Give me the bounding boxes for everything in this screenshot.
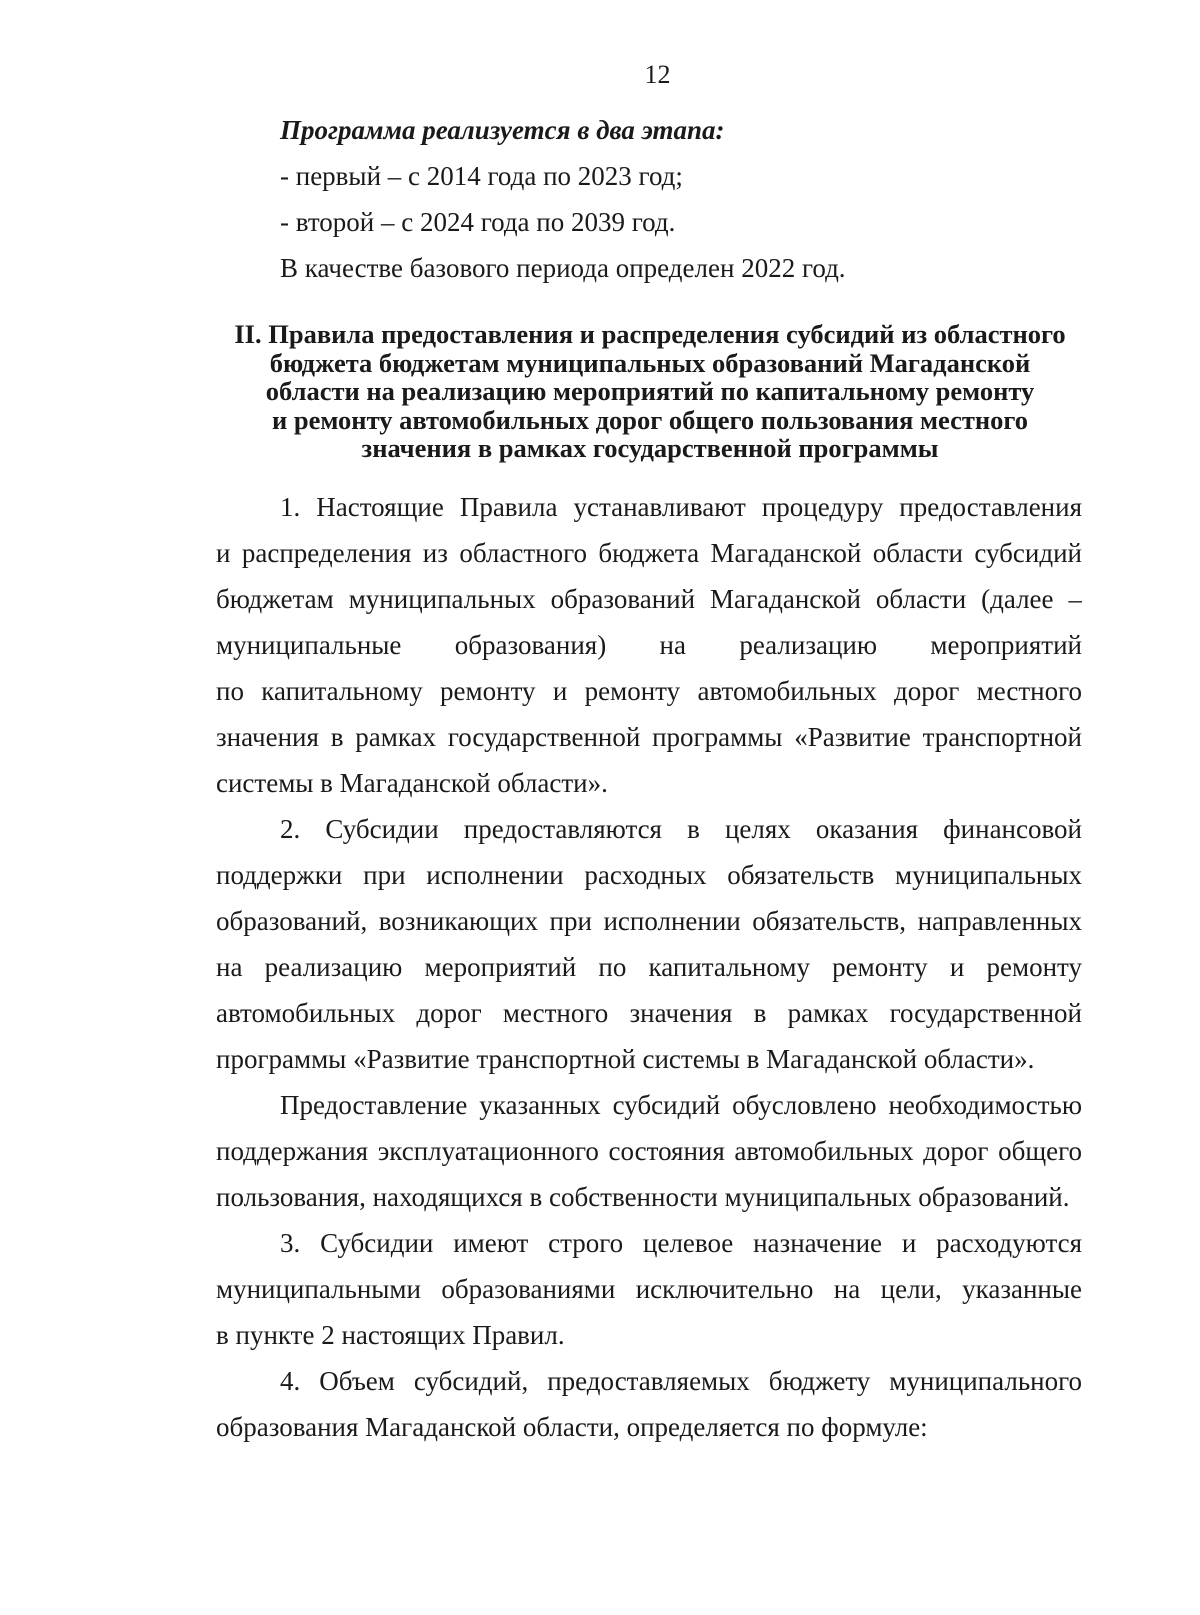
heading-line: бюджета бюджетам муниципальных образований Магаданской xyxy=(269,347,1031,378)
paragraph-line: в пункте 2 настоящих Правил. xyxy=(216,1320,565,1350)
paragraph-line: образований, возникающих при исполнении обязательств, направленных xyxy=(216,906,1082,936)
paragraph-1 xyxy=(216,484,1082,806)
paragraph-line: 3. Субсидии имеют строго целевое назначение и расходуются xyxy=(280,1228,1082,1258)
paragraph-line: по капитальному ремонту и ремонту автомобильных дорог местного xyxy=(216,676,1082,706)
stage-second: - второй – с 2024 года по 2039 год. xyxy=(280,207,676,237)
paragraph-line: образования Магаданской области, определяется по формуле: xyxy=(216,1412,928,1442)
paragraph-3 xyxy=(216,1082,1082,1220)
stage-first: - первый – с 2014 года по 2023 год; xyxy=(280,161,683,191)
paragraph-line: поддержки при исполнении расходных обязательств муниципальных xyxy=(216,860,1082,890)
heading-line: значения в рамках государственной программы xyxy=(361,433,939,463)
paragraph-line: поддержания эксплуатационного состояния автомобильных дорог общего xyxy=(216,1136,1082,1166)
page-number: 12 xyxy=(644,60,671,89)
paragraph-line: бюджетам муниципальных образований Магаданской области (далее – xyxy=(216,584,1082,614)
paragraph-4 xyxy=(216,1220,1082,1358)
heading-line: области на реализацию мероприятий по капитальному ремонту xyxy=(265,376,1035,406)
paragraph-line: пользования, находящихся в собственности муниципальных образований. xyxy=(216,1182,1070,1212)
paragraph-line: на реализацию мероприятий по капитальному ремонту и ремонту xyxy=(216,952,1082,982)
paragraph-line: Предоставление указанных субсидий обусловлено необходимостью xyxy=(280,1090,1082,1120)
paragraph-line: системы в Магаданской области». xyxy=(216,768,608,798)
paragraph-line: муниципальными образованиями исключительно на цели, указанные xyxy=(216,1274,1082,1304)
paragraph-line: значения в рамках государственной программы «Развитие транспортной xyxy=(216,722,1082,752)
section-heading xyxy=(200,320,1100,463)
paragraph-line: 1. Настоящие Правила устанавливают процедуру предоставления xyxy=(280,492,1082,522)
heading-line: II. Правила предоставления и распределения субсидий из областного xyxy=(234,319,1066,349)
paragraph-line: 2. Субсидии предоставляются в целях оказания финансовой xyxy=(280,814,1082,844)
heading-line: и ремонту автомобильных дорог общего пользования местного xyxy=(271,404,1029,435)
stages-title: Программа реализуется в два этапа: xyxy=(280,115,725,145)
paragraph-line: муниципальные образования) на реализацию мероприятий xyxy=(216,630,1082,660)
paragraph-2 xyxy=(216,806,1082,1082)
paragraph-line: 4. Объем субсидий, предоставляемых бюджету муниципального xyxy=(280,1366,1082,1396)
paragraph-line: автомобильных дорог местного значения в рамках государственной xyxy=(216,998,1082,1028)
paragraph-5 xyxy=(216,1358,1082,1450)
base-period: В качестве базового периода определен 2022 год. xyxy=(280,253,846,283)
paragraph-line: и распределения из областного бюджета Магаданской области субсидий xyxy=(216,538,1082,568)
paragraph-line: программы «Развитие транспортной системы в Магаданской области». xyxy=(216,1044,1035,1074)
